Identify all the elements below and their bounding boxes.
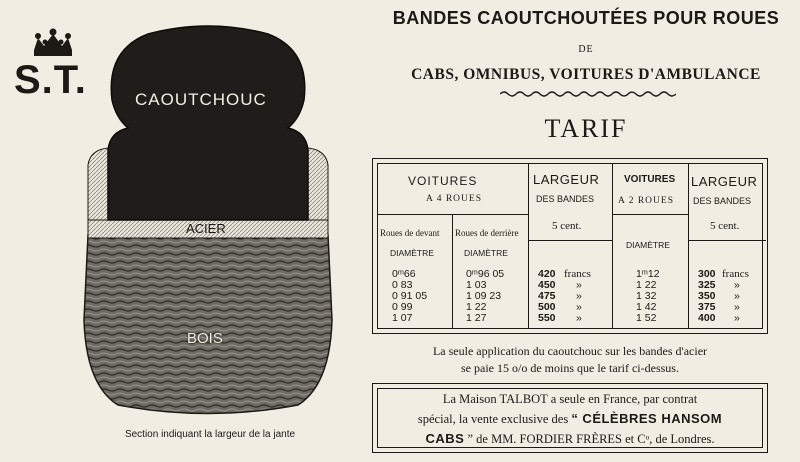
front-3: 0 99: [392, 301, 413, 313]
price4-3: 500: [538, 301, 556, 313]
brand-logo-text: S.T.: [14, 58, 87, 102]
col1-sub: A 4 ROUES: [426, 194, 482, 204]
price2-4: 400: [698, 312, 716, 324]
notice-line-2a: spécial, la vente exclusive des: [417, 412, 569, 426]
bois-wood-section: [84, 235, 332, 414]
note-line-2: se paie 15 o/o de moins que le tarif ci-dessus.: [461, 361, 679, 375]
left-panel: [0, 0, 372, 462]
price2-francs: francs: [722, 268, 749, 280]
wavy-divider: [500, 90, 676, 98]
price4-francs: francs: [564, 268, 591, 280]
ditto2-1: »: [734, 290, 740, 302]
diam2-1: 1 22: [636, 279, 657, 291]
bois-label: BOIS: [187, 330, 223, 347]
rear-1: 1 03: [466, 279, 487, 291]
price2-1: 325: [698, 279, 716, 291]
price2-3: 375: [698, 301, 716, 313]
price4-1: 450: [538, 279, 556, 291]
pricing-note: [372, 343, 768, 377]
col3-title: VOITURES: [624, 174, 676, 185]
col1-title: VOITURES: [408, 174, 478, 188]
talbot-notice-inner: [377, 388, 763, 448]
rim-section-diagram: [68, 20, 348, 420]
talbot-notice-box: [372, 383, 768, 453]
front-4: 1 07: [392, 312, 413, 324]
col3-diametre: DIAMÈTRE: [626, 240, 670, 250]
price2-2: 350: [698, 290, 716, 302]
rear-2: 1 09 23: [466, 290, 502, 302]
rear-3: 1 22: [466, 301, 487, 313]
diam2-0: 1ᵐ12: [636, 268, 660, 280]
price4-2: 475: [538, 290, 556, 302]
front-2: 0 91 05: [392, 290, 428, 302]
headline-de: DE: [578, 44, 594, 55]
acier-label: ACIER: [186, 221, 226, 236]
tarif-title: TARIF: [544, 114, 628, 143]
price-table: [372, 158, 768, 334]
col3-sub: A 2 ROUES: [618, 196, 674, 206]
notice-line-3: [378, 429, 762, 449]
ditto2-2: »: [734, 301, 740, 313]
notice-line-2b: “ CÉLÈBRES HANSOM: [571, 411, 723, 426]
col1b-head: Roues de derrière: [455, 228, 519, 238]
steel-flange: [88, 148, 108, 220]
rear-0: 0ᵐ96 05: [466, 268, 505, 280]
price4-4: 550: [538, 312, 556, 324]
right-panel: [372, 0, 800, 462]
diam2-2: 1 32: [636, 290, 657, 302]
diam2-3: 1 42: [636, 301, 657, 313]
col1a-diametre: DIAMÈTRE: [390, 248, 434, 258]
col2-cent: 5 cent.: [552, 220, 582, 232]
front-1: 0 83: [392, 279, 413, 291]
headline: BANDES CAOUTCHOUTÉES POUR ROUES: [392, 8, 780, 28]
ditto2-3: »: [734, 312, 740, 324]
notice-line-1: La Maison TALBOT a seule en France, par contrat: [442, 392, 698, 406]
diagram-caption: Section indiquant la largeur de la jante: [124, 429, 296, 440]
notice-line-3a: CABS: [425, 431, 465, 446]
rear-4: 1 27: [466, 312, 487, 324]
caoutchouc-label: CAOUTCHOUC: [135, 90, 267, 109]
col4-des-bandes: DES BANDES: [693, 196, 752, 206]
ditto2-0: »: [734, 279, 740, 291]
note-line-1: La seule application du caoutchouc sur les bandes d'acier: [432, 344, 708, 358]
col4-largeur: LARGEUR: [691, 174, 758, 189]
price-table-inner: [377, 163, 763, 329]
price2-0: 300: [698, 268, 716, 280]
col2-des-bandes: DES BANDES: [536, 194, 595, 204]
caoutchouc-rubber-section: [108, 26, 308, 220]
notice-line-2: [378, 409, 762, 429]
ditto4-0: »: [576, 279, 582, 291]
diam2-4: 1 52: [636, 312, 657, 324]
subheadline: CABS, OMNIBUS, VOITURES D'AMBULANCE: [411, 66, 761, 83]
front-0: 0ᵐ66: [392, 268, 416, 280]
price4-0: 420: [538, 268, 556, 280]
ditto4-2: »: [576, 301, 582, 313]
ditto4-1: »: [576, 290, 582, 302]
col1a-head: Roues de devant: [380, 228, 440, 238]
ditto4-3: »: [576, 312, 582, 324]
col2-largeur: LARGEUR: [533, 172, 600, 187]
col4-cent: 5 cent.: [710, 220, 740, 232]
notice-line-3b: ” de MM. FORDIER FRÈRES et Cᵒ, de Londres.: [467, 432, 715, 446]
col1b-diametre: DIAMÈTRE: [464, 248, 508, 258]
